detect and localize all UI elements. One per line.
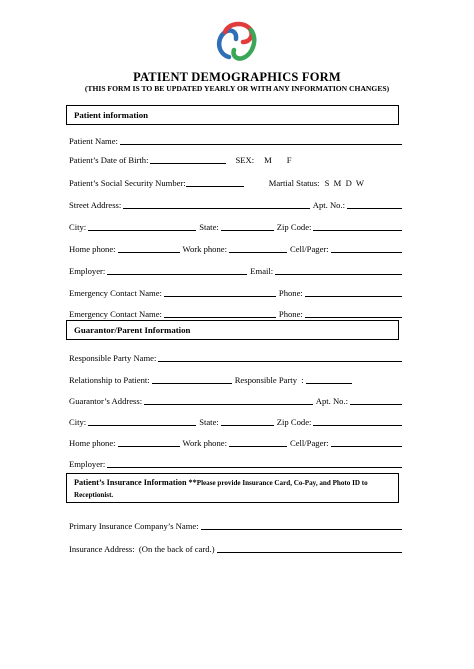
- guarantor-city-row: [69, 413, 405, 427]
- sex-option-m[interactable]: M: [264, 155, 272, 165]
- state-field[interactable]: [221, 221, 274, 231]
- employer-field[interactable]: [107, 265, 247, 275]
- primary-insurance-row: [69, 517, 405, 531]
- emergency-contact-1-label: Emergency Contact Name:: [69, 288, 162, 298]
- emergency-phone-1-field[interactable]: [305, 287, 402, 297]
- emergency-contact-1-row: [69, 284, 405, 298]
- zip-field[interactable]: [313, 221, 402, 231]
- guarantor-city-field[interactable]: [88, 416, 196, 426]
- city-row: [69, 218, 405, 232]
- patient-name-field[interactable]: [120, 135, 402, 145]
- insurance-address-field[interactable]: [217, 543, 402, 553]
- city-label: City:: [69, 222, 87, 232]
- marital-status-label: Martial Status:: [268, 178, 320, 188]
- marital-status-options[interactable]: S M D W: [324, 178, 365, 188]
- logo-red-loop: [225, 24, 252, 42]
- sex-label: SEX:: [235, 155, 255, 165]
- responsible-party-row: [69, 349, 405, 363]
- guarantor-employer-field[interactable]: [107, 458, 402, 468]
- responsible-party-field[interactable]: [306, 374, 352, 384]
- guarantor-employer-label: Employer:: [69, 459, 106, 469]
- responsible-party-name-label: Responsible Party Name:: [69, 353, 157, 363]
- ssn-field[interactable]: [186, 177, 244, 187]
- guarantor-address-row: [69, 392, 405, 406]
- zip-label: Zip Code:: [276, 222, 312, 232]
- responsible-party-name-field[interactable]: [158, 352, 402, 362]
- guarantor-home-phone-field[interactable]: [118, 437, 180, 447]
- cell-field[interactable]: [331, 243, 402, 253]
- employer-label: Employer:: [69, 266, 106, 276]
- home-phone-field[interactable]: [118, 243, 180, 253]
- work-phone-label: Work phone:: [182, 244, 227, 254]
- home-phone-label: Home phone:: [69, 244, 116, 254]
- street-address-field[interactable]: [123, 199, 309, 209]
- patient-information-heading: Patient information: [66, 105, 399, 125]
- relationship-field[interactable]: [152, 374, 232, 384]
- insurance-address-row: [69, 540, 405, 554]
- street-address-label: Street Address:: [69, 200, 122, 210]
- guarantor-employer-row: [69, 455, 405, 469]
- dob-sex-row: [69, 151, 405, 165]
- primary-insurance-label: Primary Insurance Company’s Name:: [69, 521, 199, 531]
- patient-name-label: Patient Name:: [69, 136, 118, 146]
- sex-option-f[interactable]: F: [286, 155, 292, 165]
- city-field[interactable]: [88, 221, 196, 231]
- work-phone-field[interactable]: [229, 243, 287, 253]
- emergency-contact-2-row: [69, 305, 405, 319]
- guarantor-cell-field[interactable]: [331, 437, 402, 447]
- responsible-party-label: Responsible Party :: [234, 375, 304, 385]
- guarantor-home-phone-label: Home phone:: [69, 438, 116, 448]
- guarantor-information-heading: Guarantor/Parent Information: [66, 320, 399, 340]
- emergency-phone-1-label: Phone:: [278, 288, 303, 298]
- apt-field[interactable]: [347, 199, 402, 209]
- insurance-note: Please provide Insurance Card, Co-Pay, and Photo ID to Receptionist.: [74, 479, 368, 499]
- state-label: State:: [199, 222, 219, 232]
- ssn-label: Patient’s Social Security Number:: [69, 178, 186, 188]
- guarantor-work-phone-label: Work phone:: [182, 438, 227, 448]
- apt-label: Apt. No.:: [312, 200, 345, 210]
- emergency-contact-2-field[interactable]: [164, 308, 276, 318]
- guarantor-city-label: City:: [69, 417, 87, 427]
- guarantor-address-field[interactable]: [144, 395, 313, 405]
- guarantor-state-label: State:: [199, 417, 219, 427]
- guarantor-phones-row: [69, 434, 405, 448]
- email-field[interactable]: [275, 265, 402, 275]
- emergency-contact-1-field[interactable]: [164, 287, 276, 297]
- guarantor-address-label: Guarantor’s Address:: [69, 396, 143, 406]
- primary-insurance-field[interactable]: [201, 520, 402, 530]
- email-label: Email:: [250, 266, 274, 276]
- guarantor-apt-field[interactable]: [350, 395, 402, 405]
- relationship-row: [69, 371, 405, 385]
- street-row: [69, 196, 405, 210]
- cell-label: Cell/Pager:: [289, 244, 329, 254]
- guarantor-work-phone-field[interactable]: [229, 437, 287, 447]
- guarantor-apt-label: Apt. No.:: [315, 396, 348, 406]
- form-subtitle: (THIS FORM IS TO BE UPDATED YEARLY OR WITH ANY INFORMATION CHANGES): [84, 84, 390, 93]
- emergency-phone-2-label: Phone:: [278, 309, 303, 319]
- patient-name-row: [69, 132, 405, 146]
- phones-row: [69, 240, 405, 254]
- guarantor-cell-label: Cell/Pager:: [289, 438, 329, 448]
- guarantor-zip-field[interactable]: [313, 416, 402, 426]
- insurance-information-heading: [66, 473, 399, 503]
- form-title: PATIENT DEMOGRAPHICS FORM: [133, 70, 341, 84]
- emergency-contact-2-label: Emergency Contact Name:: [69, 309, 162, 319]
- dob-label: Patient’s Date of Birth:: [69, 155, 149, 165]
- employer-email-row: [69, 262, 405, 276]
- insurance-address-label: Insurance Address: (On the back of card.): [69, 544, 215, 554]
- relationship-label: Relationship to Patient:: [69, 375, 150, 385]
- clinic-logo: [212, 20, 262, 64]
- dob-field[interactable]: [150, 154, 226, 164]
- ssn-marital-row: [69, 174, 405, 188]
- guarantor-zip-label: Zip Code:: [276, 417, 312, 427]
- emergency-phone-2-field[interactable]: [305, 308, 402, 318]
- insurance-heading-text: Patient’s Insurance Information **: [74, 478, 197, 487]
- guarantor-state-field[interactable]: [221, 416, 274, 426]
